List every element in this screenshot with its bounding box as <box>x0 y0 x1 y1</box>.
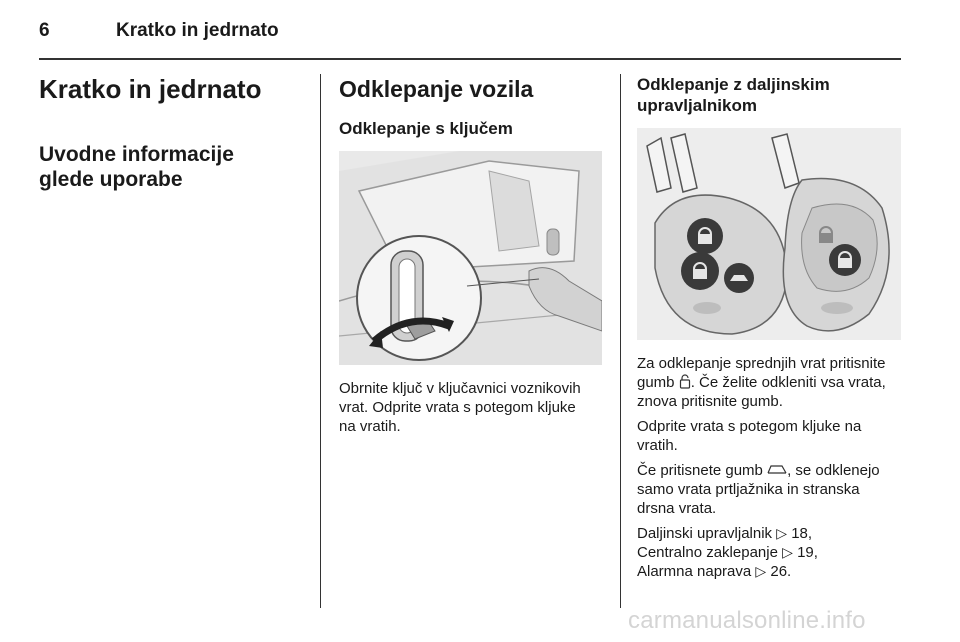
remote-unlock-text-3: Če pritisnete gumb , se odklenejo samo vrata prtljažnika in stranska drsna vrata. <box>637 462 880 517</box>
section-subtitle: Uvodne informacije glede uporabe <box>39 143 234 191</box>
running-title: Kratko in jedrnato <box>116 20 279 41</box>
watermark: carmanualsonline.info <box>628 607 866 634</box>
ref-central-locking[interactable]: Centralno zaklepanje ▷ 19, <box>637 544 818 561</box>
remote-key-illustration <box>637 128 901 340</box>
page-ref-arrow-icon: ▷ <box>776 525 788 541</box>
column-divider-2 <box>620 74 621 608</box>
remote-unlock-text-1: Za odklepanje sprednjih vrat pritisnite gumb . Če želite odkleniti vsa vrata, znova pritisnite gumb. <box>637 355 886 410</box>
header-divider <box>39 58 901 60</box>
ref-alarm[interactable]: Alarmna naprava ▷ 26. <box>637 563 792 580</box>
unlock-key-heading: Odklepanje s ključem <box>339 119 513 138</box>
column-3 <box>637 74 907 581</box>
section-title: Kratko in jedrnato <box>39 74 262 104</box>
column-divider-1 <box>320 74 321 608</box>
column-2 <box>339 74 609 436</box>
remote-unlock-text-2: Odprite vrata s potegom kljuke na vratih. <box>637 418 862 454</box>
page-number: 6 <box>39 20 50 41</box>
page-ref-arrow-icon: ▷ <box>755 563 767 579</box>
unlock-vehicle-heading: Odklepanje vozila <box>339 76 534 102</box>
key-unlock-illustration <box>339 151 602 365</box>
remote-unlock-heading: Odklepanje z daljinskim upravljalnikom <box>637 75 830 115</box>
column-1 <box>39 74 309 192</box>
cross-references <box>637 524 907 581</box>
ref-remote[interactable]: Daljinski upravljalnik ▷ 18, <box>637 525 813 542</box>
key-unlock-text: Obrnite ključ v ključavnici voznikovih vrat. Odprite vrata s potegom kljuke na vratih. <box>339 380 581 435</box>
page-ref-arrow-icon: ▷ <box>782 544 793 560</box>
unlock-icon <box>679 374 691 391</box>
rear-door-icon <box>767 462 787 479</box>
